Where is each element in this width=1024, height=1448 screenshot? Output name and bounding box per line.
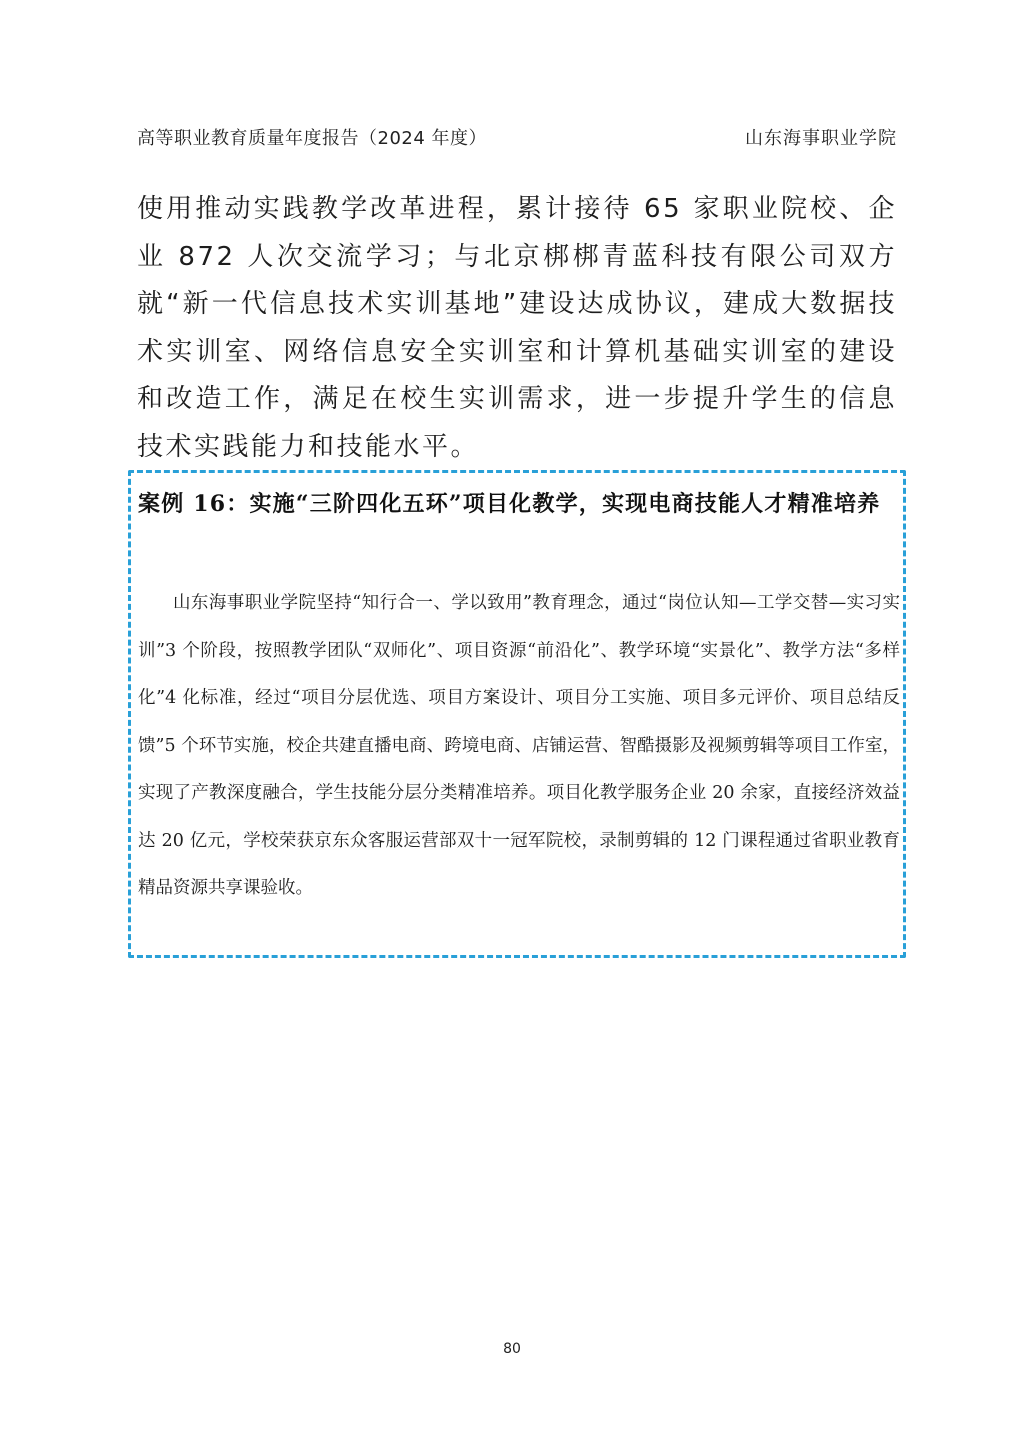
- school-name: 山东海事职业学院: [745, 128, 897, 149]
- case-study-body: 山东海事职业学院坚持“知行合一、学以致用”教育理念，通过“岗位认知—工学交替—实习实训”3 个阶段，按照教学团队“双师化”、项目资源“前沿化”、教学环境“实景化”、教学方法“多样化”4 化标准，经过“项目分层优选、项目方案设计、项目分工实施、项目多元评价、项目总结反馈”5 个环节实施，校企共建直播电商、跨境电商、店铺运营、智酷摄影及视频剪辑等项目工作室，实现了产教深度融合，学生技能分层分类精准培养。项目化教学服务企业 20 余家，直接经济效益达 20 亿元，学校荣获京东众客服运营部双十一冠军院校，录制剪辑的 12 门课程通过省职业教育精品资源共享课验收。: [138, 593, 900, 898]
- case-study-title: 案例 16：实施“三阶四化五环”项目化教学，实现电商技能人才精准培养: [138, 491, 881, 517]
- page-header: [137, 124, 897, 152]
- page-number: 80: [503, 1341, 521, 1357]
- body-paragraph: 使用推动实践教学改革进程，累计接待 65 家职业院校、企业 872 人次交流学习；与北京梆梆青蓝科技有限公司双方就“新一代信息技术实训基地”建设达成协议，建成大数据技术实训室、网络信息安全实训室和计算机基础实训室的建设和改造工作，满足在校生实训需求，进一步提升学生的信息技术实践能力和技能水平。: [137, 194, 897, 462]
- report-title: 高等职业教育质量年度报告（2024 年度）: [137, 128, 488, 149]
